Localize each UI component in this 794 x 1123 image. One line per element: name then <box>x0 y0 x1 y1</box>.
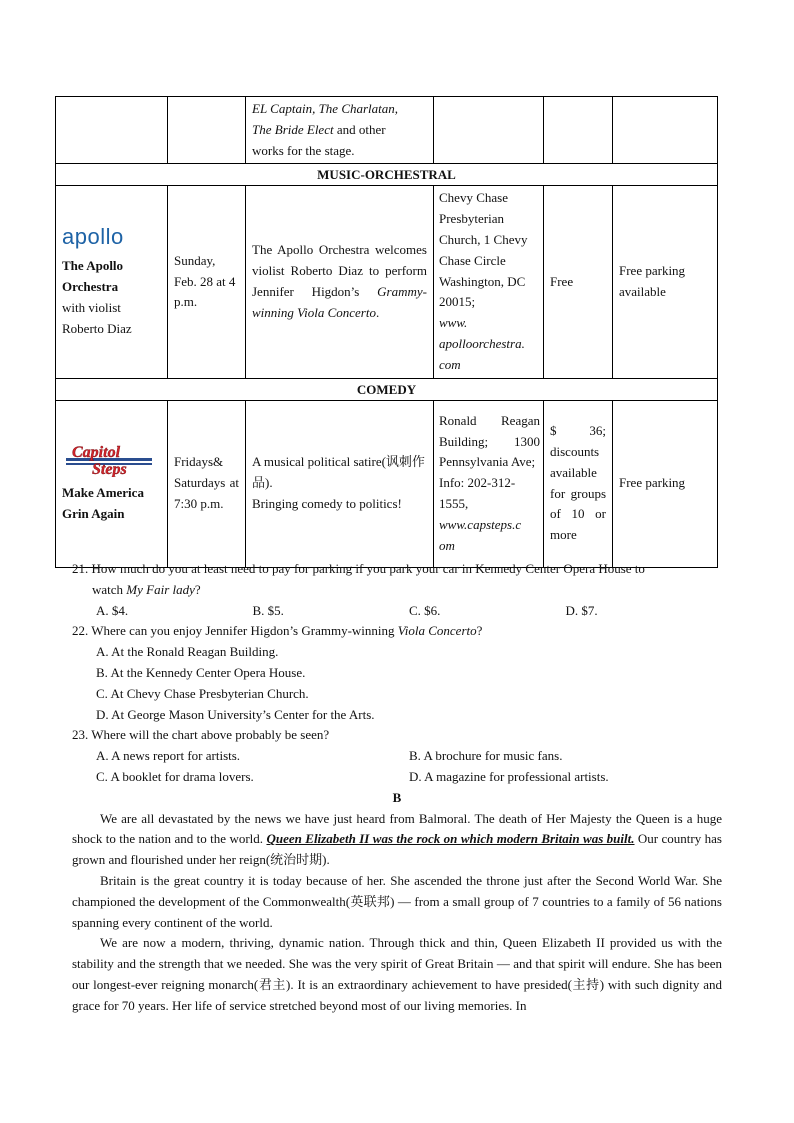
event-parking: Free parking available <box>613 186 718 378</box>
option-b: B. At the Kennedy Center Opera House. <box>96 664 306 680</box>
event-description <box>246 97 434 164</box>
description-italic: Grammy-winning Viola Concerto <box>252 283 427 320</box>
question-stem-italic: Viola Concerto <box>397 623 477 639</box>
logo-line2: Steps <box>92 460 127 477</box>
event-name-cell <box>56 186 168 378</box>
table-cell <box>434 97 544 164</box>
capitol-steps-logo <box>66 443 152 477</box>
event-name: The Apollo Orchestra <box>62 258 124 295</box>
passage-paragraph-3: We are now a modern, thriving, dynamic nation. Through thick and thin, Queen Elizabeth II provided us with the stability and the strength that we needed. She was the very spirit of Great Britain — and that spirit will endure. She has been our longest-ever reigning monarch(君主). It is an extraordinary achievement to have presided(主持) with such dignity and grace for 70 years. Her life of service stretched beyond most of our living memories. In <box>72 935 722 1013</box>
location-text: Chevy Chase Presbyterian Church, 1 Chevy Chase Circle Washington, DC 20015; <box>439 190 528 310</box>
section-row-comedy <box>56 378 718 400</box>
option-b: B. $5. <box>252 602 284 618</box>
event-website-link[interactable]: www. apolloorchestra. com <box>439 315 525 372</box>
option-a: A. $4. <box>96 602 129 618</box>
event-website-link[interactable]: www.capsteps.c om <box>439 516 522 553</box>
paragraph-text: We are all devastated by the news we have just heard from Balmoral. The death of Her Majesty the Queen is a huge shock to the nation and to the world. <box>72 810 722 847</box>
info-text: Info: 202-312-1555, <box>439 475 516 511</box>
event-price: $ 36; discounts available for groups of 10 or more <box>544 400 613 567</box>
passage-section-letter: B <box>392 789 402 805</box>
option-c: C. At Chevy Chase Presbyterian Church. <box>96 685 309 701</box>
description-text: . <box>375 304 380 320</box>
option-d: D. $7. <box>565 602 598 618</box>
section-row-music <box>56 164 718 186</box>
passage-paragraph-1 <box>72 809 722 871</box>
underlined-sentence: Queen Elizabeth II was the rock on which modern Britain was built. <box>266 831 635 847</box>
location-text: Ronald Reagan Building; 1300 Pennsylvania Ave; <box>439 412 540 470</box>
apollo-logo: apollo <box>62 224 124 250</box>
table-cell <box>613 97 718 164</box>
description-italic: The Bride Elect <box>252 121 334 137</box>
option-a: A. At the Ronald Reagan Building. <box>96 644 279 660</box>
questions-and-passage <box>72 559 722 1017</box>
event-parking: Free parking <box>613 400 718 567</box>
option-b: B. A brochure for music fans. <box>409 748 563 764</box>
table-row <box>56 97 718 164</box>
passage-paragraph-2: Britain is the great country it is today because of her. She ascended the throne just after the Second World War. She championed the development of the Commonwealth(英联邦) — from a small group of 7 countries to a family of 56 nations spanning every continent of the world. <box>72 872 722 930</box>
question-stem: ? <box>476 623 483 639</box>
event-time: Fridays& Saturdays at 7:30 p.m. <box>168 400 246 567</box>
event-description <box>246 400 434 567</box>
question-stem: 23. Where will the chart above probably be seen? <box>72 727 330 743</box>
event-name: Make America Grin Again <box>62 484 144 521</box>
question-stem: 22. Where can you enjoy Jennifer Higdon’s Grammy-winning <box>72 623 398 639</box>
table-cell <box>168 97 246 164</box>
question-22 <box>72 621 722 725</box>
question-stem-italic: My Fair lady <box>126 581 195 597</box>
section-title-music: MUSIC-ORCHESTRAL <box>56 164 718 186</box>
question-stem: 21. How much do you at least need to pay for parking if you park your car in Kennedy Center Opera House to <box>72 561 645 576</box>
question-stem: ? <box>194 581 201 597</box>
option-c: C. A booklet for drama lovers. <box>96 768 254 784</box>
option-a: A. A news report for artists. <box>96 748 241 764</box>
table-cell <box>544 97 613 164</box>
question-23 <box>72 725 722 787</box>
option-c: C. $6. <box>409 602 441 618</box>
table-row-apollo <box>56 186 718 378</box>
table-cell <box>56 97 168 164</box>
event-price: Free <box>544 186 613 378</box>
description-italic: EL Captain, The Charlatan, <box>252 101 399 116</box>
description-text: The Apollo Orchestra welcomes violist Roberto Diaz to perform Jennifer Higdon’s <box>252 242 427 299</box>
event-location <box>434 400 544 567</box>
event-subname: with violist Roberto Diaz <box>62 299 132 336</box>
question-21 <box>72 559 722 621</box>
logo-line1: Capitol <box>72 443 121 461</box>
event-description <box>246 186 434 378</box>
description-text: Bringing comedy to politics! <box>252 495 402 511</box>
description-text: works for the stage. <box>252 142 355 158</box>
section-title-comedy: COMEDY <box>56 378 718 400</box>
events-table <box>55 96 718 568</box>
description-text: A musical political satire(讽刺作品). <box>252 454 425 491</box>
option-d: D. At George Mason University’s Center for the Arts. <box>96 706 375 722</box>
table-row-capitol <box>56 400 718 567</box>
event-name-cell <box>56 400 168 567</box>
paragraph-text: Our country has grown and flourished under her reign(统治时期). <box>72 831 722 868</box>
option-d: D. A magazine for professional artists. <box>409 768 609 784</box>
question-stem: watch <box>92 581 127 597</box>
description-text: and other <box>333 121 386 137</box>
event-location <box>434 186 544 378</box>
event-time: Sunday, Feb. 28 at 4 p.m. <box>168 186 246 378</box>
